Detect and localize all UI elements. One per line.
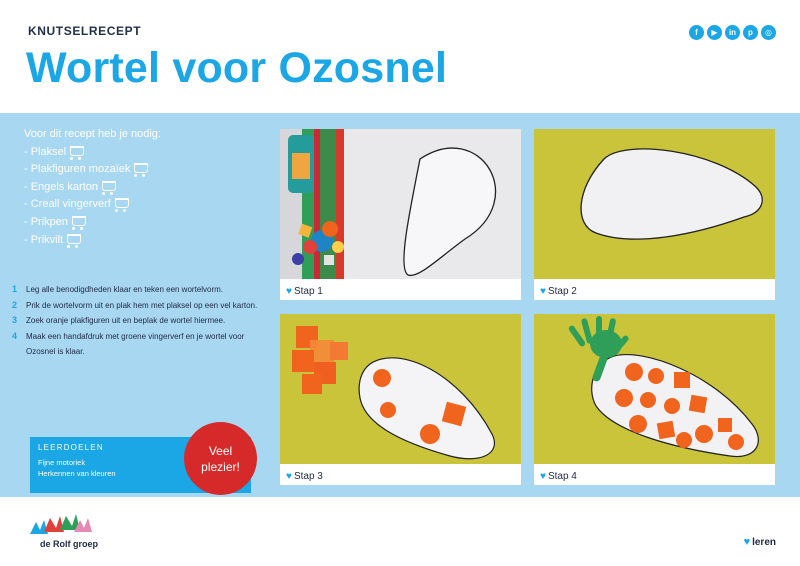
learning-goals-title: LEERDOELEN bbox=[38, 443, 104, 452]
cart-icon[interactable] bbox=[72, 216, 86, 226]
step-photo-2 bbox=[534, 129, 775, 300]
step-1-caption: ♥ Stap 1 bbox=[286, 286, 323, 297]
material-item: - Plakfiguren mozaïek bbox=[24, 161, 161, 179]
step-1-image bbox=[280, 129, 521, 279]
fun-badge: Veel plezier! bbox=[184, 422, 257, 495]
pinterest-icon[interactable]: p bbox=[743, 25, 758, 40]
step-photo-3 bbox=[280, 314, 521, 485]
step-item: 3 Zoek oranje plakfiguren uit en beplak de wortel hiermee. bbox=[12, 315, 226, 326]
youtube-icon[interactable]: ▶ bbox=[707, 25, 722, 40]
step-photo-4 bbox=[534, 314, 775, 485]
step-3-image bbox=[280, 314, 521, 464]
heart-icon: ♥ bbox=[286, 286, 292, 297]
step-2-caption: ♥ Stap 2 bbox=[540, 286, 577, 297]
instagram-icon[interactable]: ◎ bbox=[761, 25, 776, 40]
cart-icon[interactable] bbox=[102, 181, 116, 191]
step-4-caption: ♥ Stap 4 bbox=[540, 471, 577, 482]
material-item: - Prikpen bbox=[24, 214, 161, 232]
material-item: - Prikvilt bbox=[24, 232, 161, 250]
heart-icon: ♥ bbox=[540, 286, 546, 297]
page-kicker: KNUTSELRECEPT bbox=[28, 24, 142, 38]
step-2-image bbox=[534, 129, 775, 279]
logo-figures bbox=[26, 510, 96, 540]
leren-tag: ♥ leren bbox=[743, 536, 776, 548]
linkedin-icon[interactable]: in bbox=[725, 25, 740, 40]
learning-goal-item: Fijne motoriek bbox=[38, 458, 86, 467]
step-photo-1 bbox=[280, 129, 521, 300]
step-3-caption: ♥ Stap 3 bbox=[286, 471, 323, 482]
cart-icon[interactable] bbox=[67, 234, 81, 244]
facebook-icon[interactable]: f bbox=[689, 25, 704, 40]
heart-icon: ♥ bbox=[743, 536, 751, 548]
learning-goal-item: Herkennen van kleuren bbox=[38, 469, 116, 478]
cart-icon[interactable] bbox=[115, 198, 129, 208]
material-item: - Plaksel bbox=[24, 144, 161, 162]
brand-name: de Rolf groep bbox=[40, 539, 98, 549]
social-links bbox=[689, 25, 776, 40]
rolf-groep-logo[interactable] bbox=[26, 510, 126, 554]
step-item: 2 Prik de wortelvorm uit en plak hem met plaksel op een vel karton. bbox=[12, 299, 258, 310]
cart-icon[interactable] bbox=[70, 146, 84, 156]
heart-icon: ♥ bbox=[540, 471, 546, 482]
material-item: - Engels karton bbox=[24, 179, 161, 197]
step-item: 1 Leg alle benodigdheden klaar en teken een wortelvorm. bbox=[12, 284, 224, 294]
cart-icon[interactable] bbox=[134, 163, 148, 173]
materials-intro: Voor dit recept heb je nodig: bbox=[24, 128, 161, 140]
materials-list bbox=[24, 126, 161, 249]
instruction-steps bbox=[12, 282, 272, 360]
material-item: - Creall vingerverf bbox=[24, 196, 161, 214]
step-4-image bbox=[534, 314, 775, 464]
heart-icon: ♥ bbox=[286, 471, 292, 482]
step-item: 4 Maak een handafdruk met groene vingerverf en je wortel voor Ozosnel is klaar. bbox=[12, 330, 245, 357]
page-title: Wortel voor Ozosnel bbox=[26, 44, 448, 92]
